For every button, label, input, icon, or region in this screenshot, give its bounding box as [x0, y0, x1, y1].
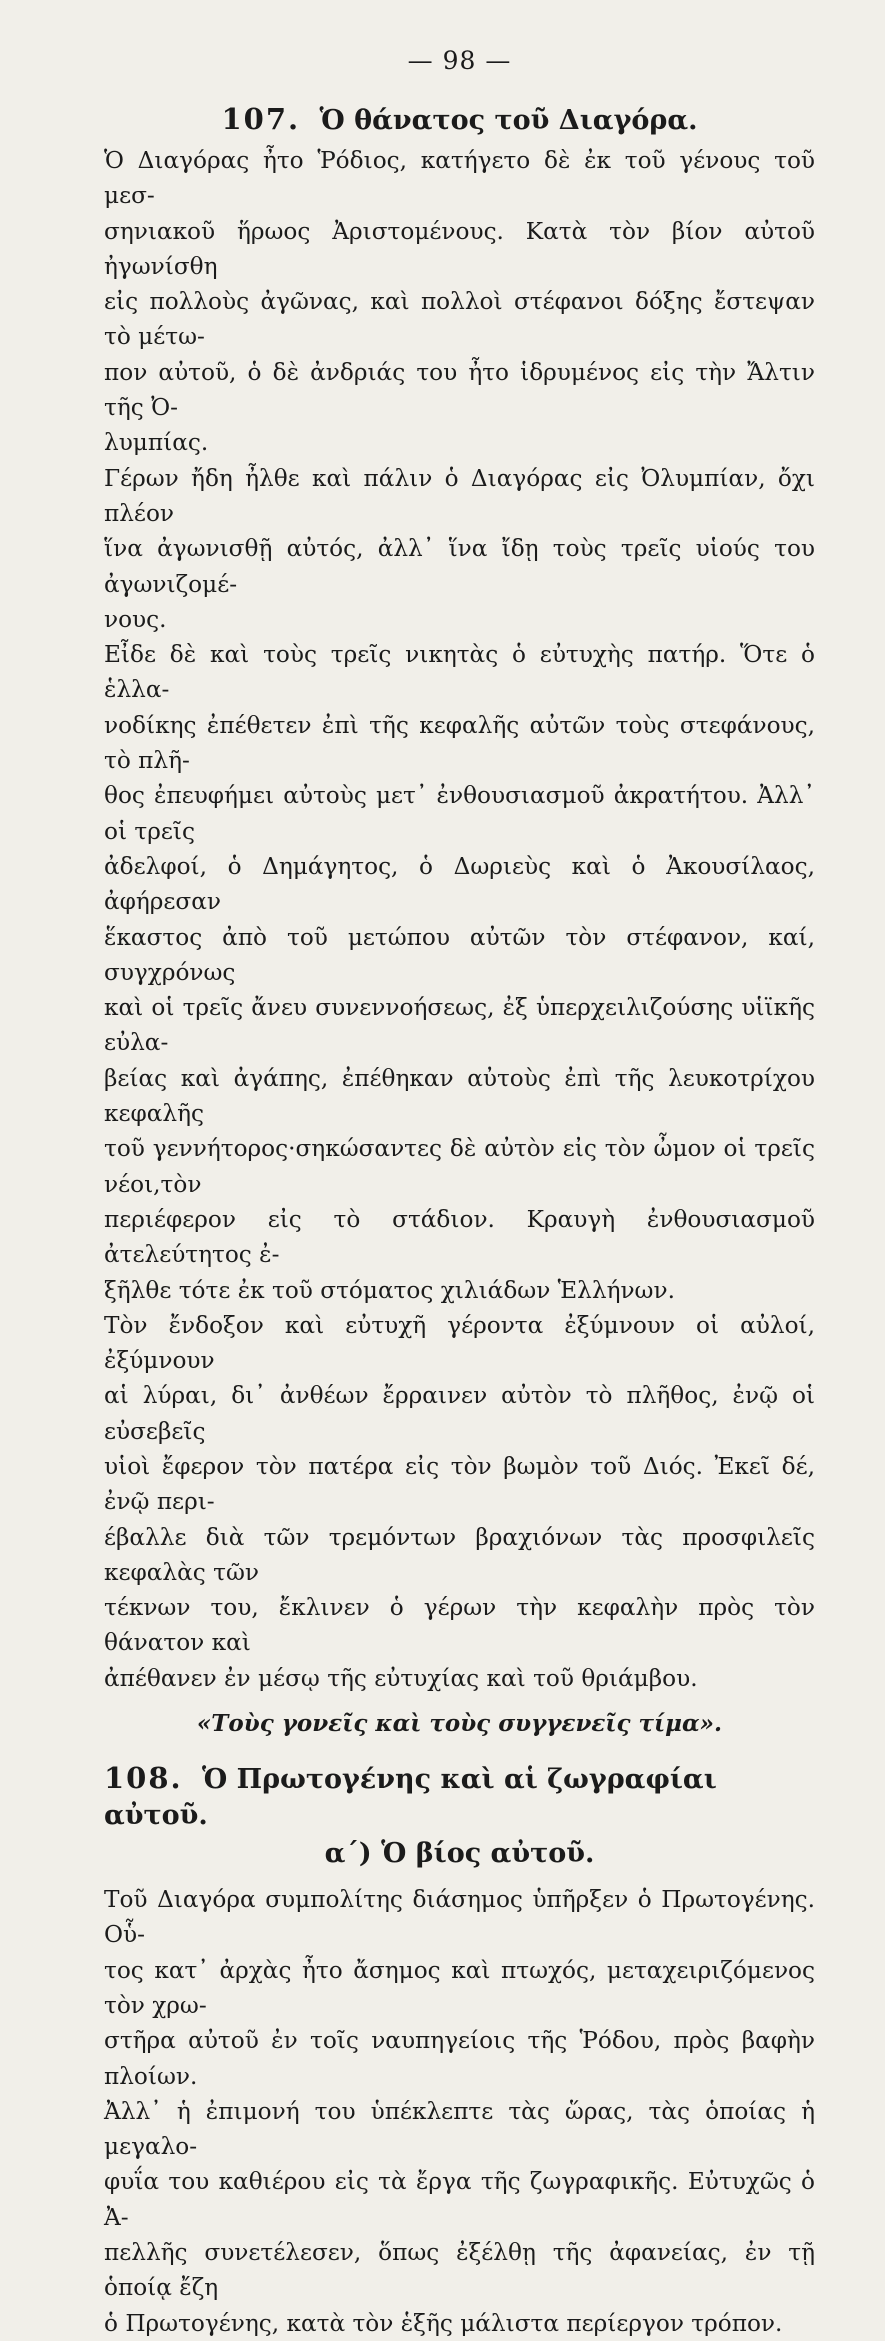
text-line: ξῆλθε τότε ἐκ τοῦ στόματος χιλιάδων Ἑλλήνων.: [104, 1276, 675, 1304]
text-line: Ὁ Διαγόρας ἦτο Ῥόδιος, κατήγετο δὲ ἐκ τοῦ γένους τοῦ μεσ-: [104, 147, 815, 210]
text-line: σηνιακοῦ ἥρωος Ἀριστομένους. Κατὰ τὸν βίον αὐτοῦ ἠγωνίσθη: [104, 217, 815, 280]
text-line: ἵνα ἀγωνισθῇ αὐτός, ἀλλ᾽ ἵνα ἴδῃ τοὺς τρεῖς υἱούς του ἀγωνιζομέ-: [104, 535, 815, 598]
section-107-title: Ὁ θάνατος τοῦ Διαγόρα.: [319, 105, 698, 136]
text-line: περιέφερον εἰς τὸ στάδιον. Κραυγὴ ἐνθουσιασμοῦ ἀτελεύτητος ἐ-: [104, 1205, 815, 1269]
paragraph-3: [104, 637, 815, 1308]
text-line: Τοῦ Διαγόρα συμπολίτης διάσημος ὑπῆρξεν ὁ Πρωτογένης. Οὗ-: [104, 1886, 815, 1949]
text-line: νοδίκης ἐπέθετεν ἐπὶ τῆς κεφαλῆς αὐτῶν τοὺς στεφάνους, τὸ πλῆ-: [104, 711, 815, 775]
paragraph-2: [104, 461, 815, 637]
text-line: εἰς πολλοὺς ἀγῶνας, καὶ πολλοὶ στέφανοι δόξης ἔστεψαν τὸ μέτω-: [104, 288, 815, 351]
text-line: τέκνων του, ἔκλινεν ὁ γέρων τὴν κεφαλὴν πρὸς τὸν θάνατον καὶ: [104, 1594, 815, 1657]
text-line: βείας καὶ ἀγάπης, ἐπέθηκαν αὐτοὺς ἐπὶ τῆς λευκοτρίχου κεφαλῆς: [104, 1064, 815, 1128]
paragraph-4: [104, 1308, 815, 1696]
text-line: Γέρων ἤδη ἦλθε καὶ πάλιν ὁ Διαγόρας εἰς Ὀλυμπίαν, ὄχι πλέον: [104, 464, 815, 527]
text-line: ἀδελφοί, ὁ Δημάγητος, ὁ Δωριεὺς καὶ ὁ Ἀκουσίλαος, ἀφήρεσαν: [104, 852, 815, 916]
section-108-number: 108.: [104, 1761, 183, 1796]
text-line: υἱοὶ ἔφερον τὸν πατέρα εἰς τὸν βωμὸν τοῦ Διός. Ἐκεῖ δέ, ἐνῷ περι-: [104, 1452, 815, 1516]
text-line: νους.: [104, 605, 167, 633]
section-107-number: 107.: [221, 102, 301, 136]
text-line: Τὸν ἔνδοξον καὶ εὐτυχῆ γέροντα ἐξύμνουν οἱ αὐλοί, ἐξύμνουν: [104, 1311, 815, 1375]
text-line: πον αὐτοῦ, ὁ δὲ ἀνδριάς του ἦτο ἱδρυμένος εἰς τὴν Ἄλτιν τῆς Ὀ-: [104, 358, 815, 422]
text-line: τοῦ γεννήτορος·σηκώσαντες δὲ αὐτὸν εἰς τὸν ὦμον οἱ τρεῖς νέοι,τὸν: [104, 1135, 815, 1198]
text-line: ἕκαστος ἀπὸ τοῦ μετώπου αὐτῶν τὸν στέφανον, καί, συγχρόνως: [104, 923, 815, 986]
text-line: πελλῆς συνετέλεσεν, ὅπως ἐξέλθῃ τῆς ἀφανείας, ἐν τῇ ὁποίᾳ ἔζη: [104, 2239, 815, 2302]
text-line: Εἶδε δὲ καὶ τοὺς τρεῖς νικητὰς ὁ εὐτυχὴς πατήρ. Ὅτε ὁ ἑλλα-: [104, 641, 815, 704]
text-line: λυμπίας.: [104, 429, 209, 457]
text-line: στῆρα αὐτοῦ ἐν τοῖς ναυπηγείοις τῆς Ῥόδου, πρὸς βαφὴν πλοίων.: [104, 2027, 815, 2090]
text-line: αἱ λύραι, δι᾽ ἀνθέων ἔρραινεν αὐτὸν τὸ πλῆθος, ἐνῷ οἱ εὐσεβεῖς: [104, 1382, 815, 1445]
text-line: ἀπέθανεν ἐν μέσῳ τῆς εὐτυχίας καὶ τοῦ θριάμβου.: [104, 1664, 698, 1692]
text-line: Ἀλλ᾽ ἡ ἐπιμονή του ὑπέκλεπτε τὰς ὥρας, τὰς ὁποίας ἡ μεγαλο-: [104, 2097, 815, 2161]
paragraph-5: [104, 1882, 815, 2341]
section-108-heading: [104, 1760, 815, 1872]
section-108-subtitle: α΄) Ὁ βίος αὐτοῦ.: [324, 1838, 595, 1870]
section-107-heading: [104, 101, 815, 139]
text-line: καὶ οἱ τρεῖς ἄνευ συνεννοήσεως, ἐξ ὑπερχειλιζούσης υἱϊκῆς εὐλα-: [104, 994, 815, 1057]
paragraph-1: [104, 143, 815, 461]
text-line: φυΐα του καθιέρου εἰς τὰ ἔργα τῆς ζωγραφικῆς. Εὐτυχῶς ὁ Ἀ-: [104, 2168, 815, 2231]
text-line: τος κατ᾽ ἀρχὰς ἦτο ἄσημος καὶ πτωχός, μεταχειριζόμενος τὸν χρω-: [104, 1956, 815, 2019]
maxim: «Τοὺς γονεῖς καὶ τοὺς συγγενεῖς τίμα».: [196, 1710, 723, 1738]
page-number: — 98 —: [407, 46, 512, 75]
text-line: ὁ Πρωτογένης, κατὰ τὸν ἑξῆς μάλιστα περίεργον τρόπον.: [104, 2309, 783, 2337]
section-108-title: Ὁ Πρωτογένης καὶ αἱ ζωγραφίαι αὐτοῦ.: [104, 1764, 717, 1832]
text-line: έβαλλε διὰ τῶν τρεμόντων βραχιόνων τὰς προσφιλεῖς κεφαλὰς τῶν: [104, 1523, 815, 1586]
text-line: θος ἐπευφήμει αὐτοὺς μετ᾽ ἐνθουσιασμοῦ ἀκρατήτου. Ἀλλ᾽ οἱ τρεῖς: [104, 782, 815, 845]
